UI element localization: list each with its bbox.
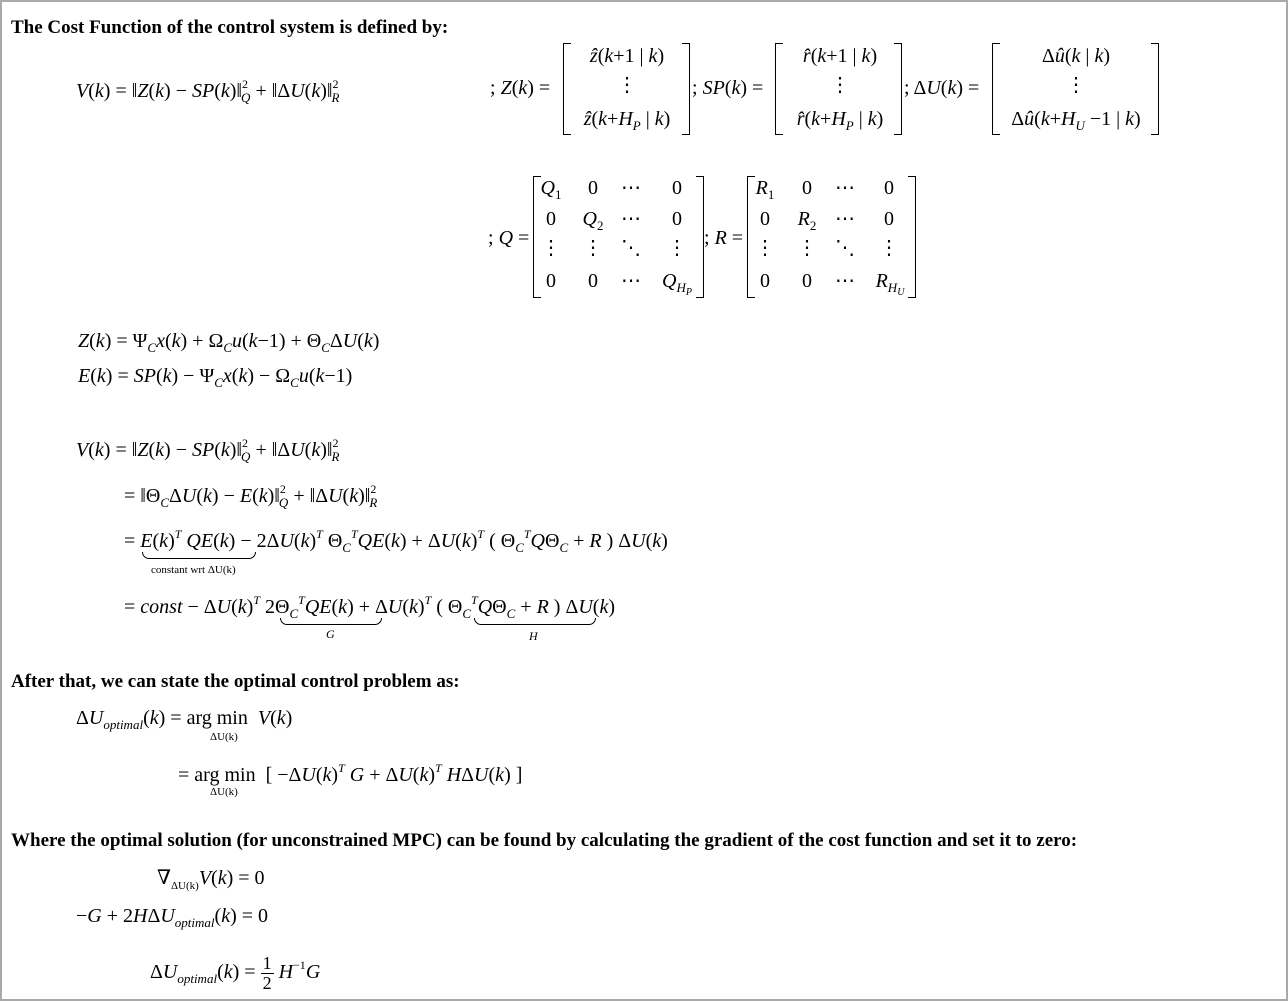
label-constant-wrt: constant wrt ΔU(k) [151,564,236,576]
argmin-subscript-2: ΔU(k) [210,786,238,798]
SP-entry-1: r̂(k+1 | k) [802,45,878,67]
label-H: H [529,629,538,643]
R-11: $R_1$ [755,177,775,202]
Q-44: $Q_{H_P}$ [662,270,692,298]
R-34: ⋮ [879,237,899,259]
underbrace-H [474,618,596,625]
R-41: 0 [760,270,770,292]
label-R-matrix: ; R = [704,227,744,249]
label-G: G [326,627,335,641]
Q-43: ⋯ [621,270,641,292]
equation-derivation-1: V(k) = ‖Z(k) − SP(k)‖$^2_Q$ + ‖ΔU(k)‖$^2_R$ [76,436,340,464]
bracket-left-Z [563,43,571,135]
deltaU-entry-last: $\Delta û(k+H_U -1$ | k) [1011,108,1141,133]
equation-Z: $Z(k) = \Psi_Cx(k) + \Omega_Cu(k-1) + \Theta_C\Delta U(k)$ [78,330,380,355]
R-43: ⋯ [835,270,855,292]
bracket-left-SP [775,43,783,135]
R-21: 0 [760,208,770,230]
label-SP-vector: ; SP(k) = [692,77,764,99]
SP-entry-dots: ⋮ [830,74,850,96]
underbrace-constant [142,552,256,559]
Q-34: ⋮ [667,237,687,259]
bracket-right-SP [894,43,902,135]
Q-12: 0 [588,177,598,199]
R-44: $R_{H_U}$ [875,270,905,298]
R-22: $R_2$ [797,208,817,233]
equation-derivation-3: = $E(k)^T$ $QE(k) - 2\Delta U(k)^T$ $\Theta_C^TQE(k) + \Delta U(k)^T$ ( $\Theta_C^TQ\Theta_C + R$ ) ΔU(k) [124,527,668,555]
Z-entry-1: ẑ(k+1 | k) [589,45,665,67]
Q-23: ⋯ [621,208,641,230]
Q-11: $Q_1$ [540,177,562,202]
Z-entry-last: $ẑ(k+H_P$ | k) [583,108,671,133]
Q-31: ⋮ [541,237,561,259]
heading-after: After that, we can state the optimal control problem as: [11,671,460,692]
Z-entry-dots: ⋮ [617,74,637,96]
Q-33: ⋱ [621,237,641,259]
heading-cost-function: The Cost Function of the control system is defined by: [11,17,449,38]
bracket-right-Q [696,176,704,298]
heading-where: Where the optimal solution (for unconstrained MPC) can be found by calculating the gradient of the cost function and set it to zero: [11,830,1078,851]
R-14: 0 [884,177,894,199]
bracket-right-Z [682,43,690,135]
equation-derivation-4: = const − $\Delta U(k)^T$ $2\Theta_C^TQE(k) + \Delta U(k)^T$ ( $\Theta_C^TQ\Theta_C + R$ ) ΔU(k) [124,593,616,621]
R-31: ⋮ [755,237,775,259]
deltaU-entry-1: Δû(k | k) [1041,45,1110,67]
equation-optimal-1: $\Delta U_{optimal}(k)$ = arg min V(k) [76,707,293,732]
equation-gradient: $\nabla_{\Delta U(k)}V(k) = 0$ [157,867,265,892]
R-13: ⋯ [835,177,855,199]
Q-32: ⋮ [583,237,603,259]
Q-21: 0 [546,208,556,230]
bracket-right-deltaU [1151,43,1159,135]
R-23: ⋯ [835,208,855,230]
Q-24: 0 [672,208,682,230]
bracket-right-R [908,176,916,298]
argmin-subscript-1: ΔU(k) [210,731,238,743]
R-24: 0 [884,208,894,230]
Q-42: 0 [588,270,598,292]
Q-41: 0 [546,270,556,292]
Q-22: $Q_2$ [582,208,604,233]
Q-13: ⋯ [621,177,641,199]
equation-E: $E(k) = SP(k) - \Psi_Cx(k) - \Omega_Cu(k-1)$ [78,365,353,390]
bracket-left-deltaU [992,43,1000,135]
R-33: ⋱ [835,237,855,259]
underbrace-G [280,618,382,625]
SP-entry-last: $r̂(k+H_P$ | k) [796,108,884,133]
equation-optimal-2: = arg min [ $-\Delta U(k)^T$ $G + \Delta U(k)^T$ HΔU(k) ] [178,761,523,786]
equation-cost-function: V(k) = ‖Z(k) − SP(k)‖$^2_Q$ + ‖ΔU(k)‖$^2_R$ [76,77,340,105]
R-12: 0 [802,177,812,199]
Q-14: 0 [672,177,682,199]
equation-gradient-expanded: $-G + 2H\Delta U_{optimal}(k) = 0$ [76,905,269,930]
deltaU-entry-dots: ⋮ [1066,74,1086,96]
equation-solution: $\Delta U_{optimal}(k)$ = $\frac{1}{2}$ $H^{-1}G$ [150,953,321,993]
label-deltaU-vector: ; ΔU(k) = [904,77,980,99]
label-Z-vector: ; Z(k) = [490,77,551,99]
equation-derivation-2: = $‖\Theta_C\Delta U(k)$ − E(k)‖$^2_Q$ + ‖ΔU(k)‖$^2_R$ [124,482,378,510]
label-Q-matrix: ; Q = [488,227,530,249]
R-42: 0 [802,270,812,292]
R-32: ⋮ [797,237,817,259]
